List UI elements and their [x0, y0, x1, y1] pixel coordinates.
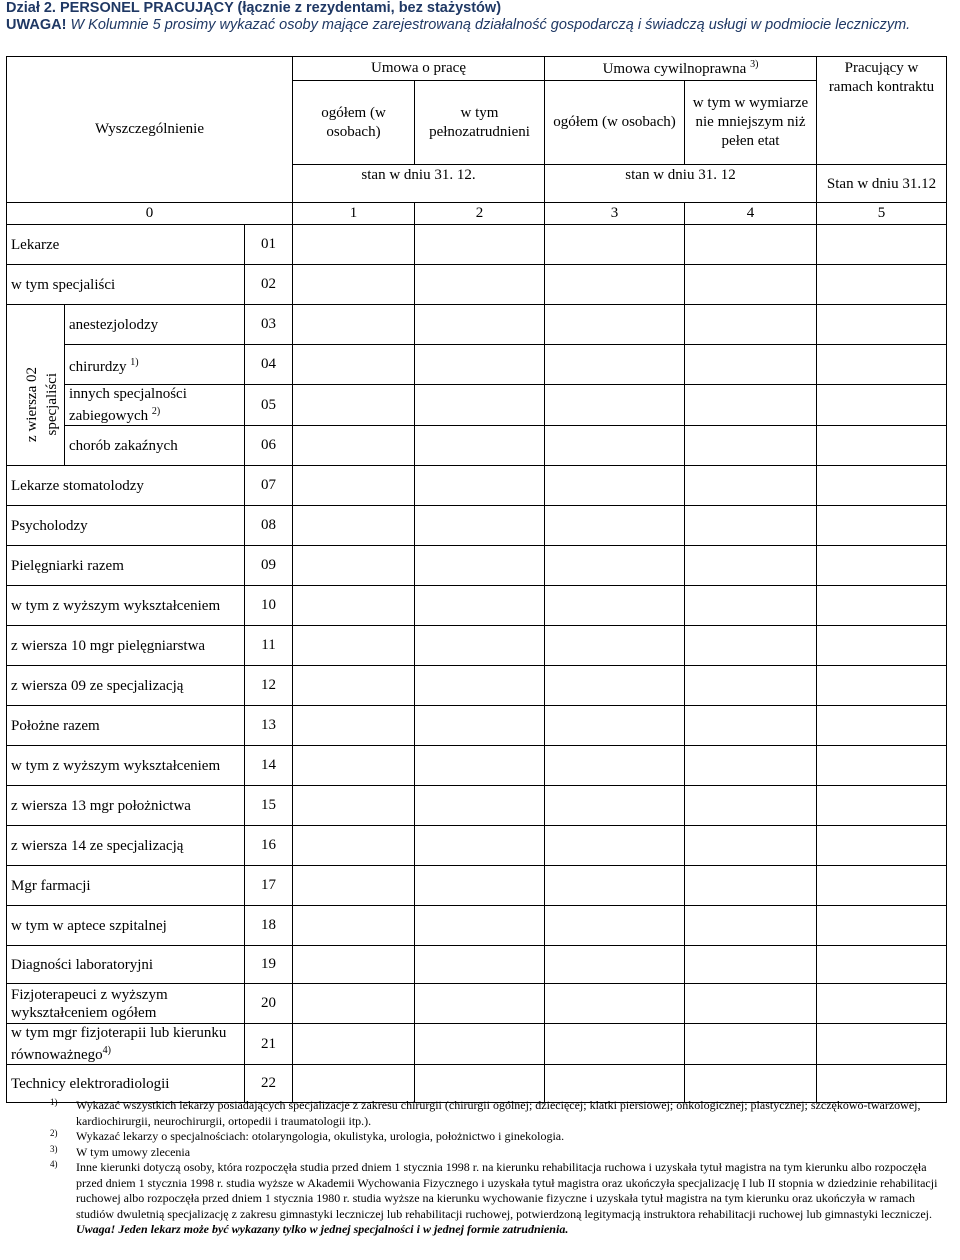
row-number: 16	[245, 826, 293, 866]
data-cell[interactable]	[415, 385, 545, 426]
data-cell[interactable]	[817, 385, 947, 426]
data-cell[interactable]	[685, 706, 817, 746]
col-num: 0	[7, 203, 293, 225]
warning-line	[6, 17, 956, 34]
data-cell[interactable]	[817, 225, 947, 265]
data-cell[interactable]	[685, 426, 817, 466]
data-cell[interactable]	[415, 506, 545, 546]
data-cell[interactable]	[817, 866, 947, 906]
data-cell[interactable]	[293, 946, 415, 984]
data-cell[interactable]	[293, 305, 415, 345]
data-cell[interactable]	[293, 1024, 415, 1065]
data-cell[interactable]	[415, 225, 545, 265]
data-cell[interactable]	[545, 265, 685, 305]
row-label: chorób zakaźnych	[65, 426, 245, 466]
footnote: 1) Wykazać wszystkich lekarzy posiadających specjalizacje z zakresu chirurgii (chirurgii ogólnej; dziecięcej; klatki piersiowej; onkologicznej; plastycznej; szczękowo-twarzowej, kardiochirurgii, neurochirurgii, ortopedii i traumatologii itp.).	[50, 1097, 921, 1128]
data-cell[interactable]	[685, 866, 817, 906]
data-cell[interactable]	[415, 866, 545, 906]
data-cell[interactable]	[817, 586, 947, 626]
data-cell[interactable]	[685, 506, 817, 546]
row-label: anestezjolodzy	[65, 305, 245, 345]
data-cell[interactable]	[415, 345, 545, 385]
stan-kontrakt: Stan w dniu 31.12	[817, 165, 947, 203]
data-cell[interactable]	[545, 506, 685, 546]
vertical-label-line-1: z wiersza 02	[24, 366, 40, 442]
vertical-label-line-2: specjaliści	[44, 372, 60, 436]
data-cell[interactable]	[415, 1024, 545, 1065]
data-cell[interactable]	[817, 305, 947, 345]
data-cell[interactable]	[293, 345, 415, 385]
data-cell[interactable]	[545, 866, 685, 906]
row-label: Lekarze stomatolodzy	[7, 466, 245, 506]
data-cell[interactable]	[817, 706, 947, 746]
table-row	[7, 626, 947, 666]
row-number: 20	[245, 984, 293, 1024]
form-header	[6, 0, 956, 34]
data-cell[interactable]	[415, 305, 545, 345]
data-cell[interactable]	[293, 225, 415, 265]
row-number: 03	[245, 305, 293, 345]
data-cell[interactable]	[293, 984, 415, 1024]
data-cell[interactable]	[817, 984, 947, 1024]
data-cell[interactable]	[415, 265, 545, 305]
data-cell[interactable]	[415, 666, 545, 706]
data-cell[interactable]	[293, 586, 415, 626]
row-number: 05	[245, 385, 293, 426]
data-cell[interactable]	[685, 1024, 817, 1065]
row-number: 01	[245, 225, 293, 265]
kontrakt-header: Pracujący w ramach kontraktu	[817, 57, 947, 165]
col2-header: w tym pełnozatrudnieni	[415, 81, 545, 165]
row-label: innych specjalności zabiegowych $^{2)}$	[65, 385, 245, 426]
data-cell[interactable]	[685, 586, 817, 626]
data-cell[interactable]	[545, 225, 685, 265]
vertical-label	[20, 346, 64, 462]
data-cell[interactable]	[415, 426, 545, 466]
table-row	[7, 826, 947, 866]
data-cell[interactable]	[415, 746, 545, 786]
table-row	[7, 666, 947, 706]
data-cell[interactable]	[545, 385, 685, 426]
data-cell[interactable]	[415, 984, 545, 1024]
data-cell[interactable]	[293, 1065, 415, 1103]
col3-header: ogółem (w osobach)	[545, 81, 685, 165]
table-row	[7, 225, 947, 265]
spec-header: Wyszczególnienie	[7, 57, 293, 203]
data-cell[interactable]	[685, 906, 817, 946]
data-cell[interactable]	[415, 906, 545, 946]
row-label: w tym z wyższym wykształceniem	[7, 746, 245, 786]
row-label: w tym z wyższym wykształceniem	[7, 586, 245, 626]
data-cell[interactable]	[415, 586, 545, 626]
col-num: 1	[293, 203, 415, 225]
data-cell[interactable]	[293, 906, 415, 946]
data-cell[interactable]	[545, 706, 685, 746]
data-cell[interactable]	[685, 546, 817, 586]
row-label: Psycholodzy	[7, 506, 245, 546]
section-title: Dział 2. PERSONEL PRACUJĄCY (łącznie z rezydentami, bez stażystów)	[6, 0, 502, 16]
row-number: 04	[245, 345, 293, 385]
data-cell[interactable]	[545, 345, 685, 385]
data-cell[interactable]	[817, 626, 947, 666]
data-cell[interactable]	[415, 546, 545, 586]
row-number: 17	[245, 866, 293, 906]
table-row	[7, 866, 947, 906]
data-cell[interactable]	[685, 385, 817, 426]
data-cell[interactable]	[817, 946, 947, 984]
data-cell[interactable]	[293, 746, 415, 786]
row-label: z wiersza 14 ze specjalizacją	[7, 826, 245, 866]
data-cell[interactable]	[415, 706, 545, 746]
data-cell[interactable]	[545, 984, 685, 1024]
data-cell[interactable]	[293, 426, 415, 466]
data-cell[interactable]	[817, 345, 947, 385]
row-number: 10	[245, 586, 293, 626]
data-cell[interactable]	[293, 385, 415, 426]
data-cell[interactable]	[817, 906, 947, 946]
col-num: 3	[545, 203, 685, 225]
row-label: Fizjoterapeuci z wyższym wykształceniem ogółem	[7, 984, 245, 1024]
footnote: 2) Wykazać lekarzy o specjalnościach: otolaryngologia, okulistyka, urologia, położnictwo i ginekologia.	[50, 1128, 565, 1143]
row-number: 07	[245, 466, 293, 506]
col4-header: w tym w wymiarze nie mniejszym niż pełen etat	[685, 81, 817, 165]
table-row	[7, 706, 947, 746]
data-cell[interactable]	[817, 666, 947, 706]
data-cell[interactable]	[817, 826, 947, 866]
data-cell[interactable]	[293, 626, 415, 666]
table-row	[7, 265, 947, 305]
data-cell[interactable]	[545, 626, 685, 666]
row-label: w tym mgr fizjoterapii lub kierunku równoważnego$^{4)}$	[7, 1024, 245, 1065]
final-warning: Uwaga! Jeden lekarz może być wykazany tylko w jednej specjalności i w jednej formie zatrudnienia.	[76, 1222, 569, 1236]
data-cell[interactable]	[817, 265, 947, 305]
table-row	[7, 946, 947, 984]
data-cell[interactable]	[293, 826, 415, 866]
data-cell[interactable]	[293, 786, 415, 826]
data-cell[interactable]	[545, 746, 685, 786]
data-cell[interactable]	[545, 546, 685, 586]
col1-header: ogółem (w osobach)	[293, 81, 415, 165]
data-cell[interactable]	[545, 466, 685, 506]
row-label: Mgr farmacji	[7, 866, 245, 906]
table-row	[7, 906, 947, 946]
row-label: Położne razem	[7, 706, 245, 746]
row-label: w tym w aptece szpitalnej	[7, 906, 245, 946]
footnote: 3) W tym umowy zlecenia	[50, 1143, 191, 1159]
data-cell[interactable]	[817, 1065, 947, 1103]
data-cell[interactable]	[685, 826, 817, 866]
table-row	[7, 506, 947, 546]
table-row	[7, 466, 947, 506]
data-cell[interactable]	[685, 746, 817, 786]
data-cell[interactable]	[415, 1065, 545, 1103]
data-cell[interactable]	[817, 546, 947, 586]
data-cell[interactable]	[685, 786, 817, 826]
warning-text: W Kolumnie 5 prosimy wykazać osoby mające zarejestrowaną działalność gospodarczą i świadczą usługi w podmiocie leczniczym.	[70, 17, 911, 33]
row-number: 11	[245, 626, 293, 666]
row-number: 22	[245, 1065, 293, 1103]
table-row	[7, 586, 947, 626]
row-label: z wiersza 10 mgr pielęgniarstwa	[7, 626, 245, 666]
data-cell[interactable]	[685, 305, 817, 345]
umowa-cywil-header: Umowa cywilnoprawna $^{3)}$	[545, 57, 817, 81]
data-cell[interactable]	[415, 466, 545, 506]
data-cell[interactable]	[685, 466, 817, 506]
row-number: 09	[245, 546, 293, 586]
row-number: 14	[245, 746, 293, 786]
data-cell[interactable]	[817, 506, 947, 546]
data-cell[interactable]	[415, 826, 545, 866]
data-cell[interactable]	[545, 786, 685, 826]
row-number: 19	[245, 946, 293, 984]
umowa-praca-header: Umowa o pracę	[293, 57, 545, 81]
data-cell[interactable]	[817, 746, 947, 786]
row-label: chirurdzy $^{1)}$	[65, 345, 245, 385]
data-cell[interactable]	[415, 946, 545, 984]
data-cell[interactable]	[293, 666, 415, 706]
row-number: 13	[245, 706, 293, 746]
row-label: z wiersza 13 mgr położnictwa	[7, 786, 245, 826]
row-label: Technicy elektroradiologii	[7, 1065, 245, 1103]
data-cell[interactable]	[293, 866, 415, 906]
row-label: Lekarze	[7, 225, 245, 265]
data-cell[interactable]	[685, 946, 817, 984]
row-number: 12	[245, 666, 293, 706]
data-cell[interactable]	[545, 1024, 685, 1065]
col-num: 5	[817, 203, 947, 225]
row-number: 02	[245, 265, 293, 305]
data-cell[interactable]	[293, 265, 415, 305]
row-label: z wiersza 09 ze specjalizacją	[7, 666, 245, 706]
col-num: 4	[685, 203, 817, 225]
row-number: 15	[245, 786, 293, 826]
row-number: 21	[245, 1024, 293, 1065]
row-label: Pielęgniarki razem	[7, 546, 245, 586]
data-cell[interactable]	[685, 666, 817, 706]
table-row	[7, 345, 947, 385]
footnotes	[50, 1098, 950, 1238]
personnel-table	[6, 56, 947, 1103]
table-row	[7, 426, 947, 466]
data-cell[interactable]	[293, 546, 415, 586]
table-row	[7, 305, 947, 345]
data-cell[interactable]	[685, 1065, 817, 1103]
data-cell[interactable]	[415, 786, 545, 826]
warning-label: UWAGA!	[6, 17, 67, 33]
column-numbers-row	[7, 203, 947, 225]
table-row	[7, 1065, 947, 1103]
table-row	[7, 746, 947, 786]
data-cell[interactable]	[545, 305, 685, 345]
stan-cywil: stan w dniu 31. 12	[545, 165, 817, 203]
data-cell[interactable]	[293, 706, 415, 746]
data-cell[interactable]	[545, 906, 685, 946]
table-row	[7, 385, 947, 426]
table-row	[7, 786, 947, 826]
row-number: 06	[245, 426, 293, 466]
data-cell[interactable]	[545, 666, 685, 706]
data-cell[interactable]	[817, 1024, 947, 1065]
data-cell[interactable]	[545, 946, 685, 984]
data-cell[interactable]	[293, 466, 415, 506]
data-cell[interactable]	[545, 1065, 685, 1103]
data-cell[interactable]	[685, 265, 817, 305]
row-number: 08	[245, 506, 293, 546]
footnote: 4) Inne kierunki dotyczą osoby, która rozpoczęła studia przed dniem 1 stycznia 1998 r. na kierunku rehabilitacja ruchowa i uzyskała tytuł magistra na tym kierunku albo rozpoczęła przed dniem 1 stycznia 1998 r. studia wyższe w Akademii Wychowania Fizycznego i uzyskała tytuł magistra oraz ukończyła specjalizację I lub II stopnia w dziedzinie rehabilitacji ruchowej albo rozpoczęła przed dniem 1 stycznia 1980 r. studia wyższe na kierunku wychowanie fizyczne i uzyskała tytuł magistra na tym kierunku oraz ukończyła w ramach studiów dwuletnią specjalizację z zakresu gimnastyki leczniczej lub rehabilitacji ruchowej, potwierdzoną legitymacją instruktora rehabilitacji ruchowej lub gimnastyki leczniczej.	[50, 1159, 938, 1221]
row-number: 18	[245, 906, 293, 946]
table-row	[7, 1024, 947, 1065]
col-num: 2	[415, 203, 545, 225]
data-cell[interactable]	[415, 626, 545, 666]
data-cell[interactable]	[685, 984, 817, 1024]
row-label: Diagności laboratoryjni	[7, 946, 245, 984]
table-row	[7, 546, 947, 586]
data-cell[interactable]	[293, 506, 415, 546]
data-cell[interactable]	[545, 586, 685, 626]
stan-praca: stan w dniu 31. 12.	[293, 165, 545, 203]
data-cell[interactable]	[545, 826, 685, 866]
table-row	[7, 984, 947, 1024]
data-cell[interactable]	[685, 345, 817, 385]
data-cell[interactable]	[817, 466, 947, 506]
data-cell[interactable]	[685, 225, 817, 265]
data-cell[interactable]	[817, 786, 947, 826]
data-cell[interactable]	[817, 426, 947, 466]
data-cell[interactable]	[685, 626, 817, 666]
row-label: w tym specjaliści	[7, 265, 245, 305]
data-cell[interactable]	[545, 426, 685, 466]
